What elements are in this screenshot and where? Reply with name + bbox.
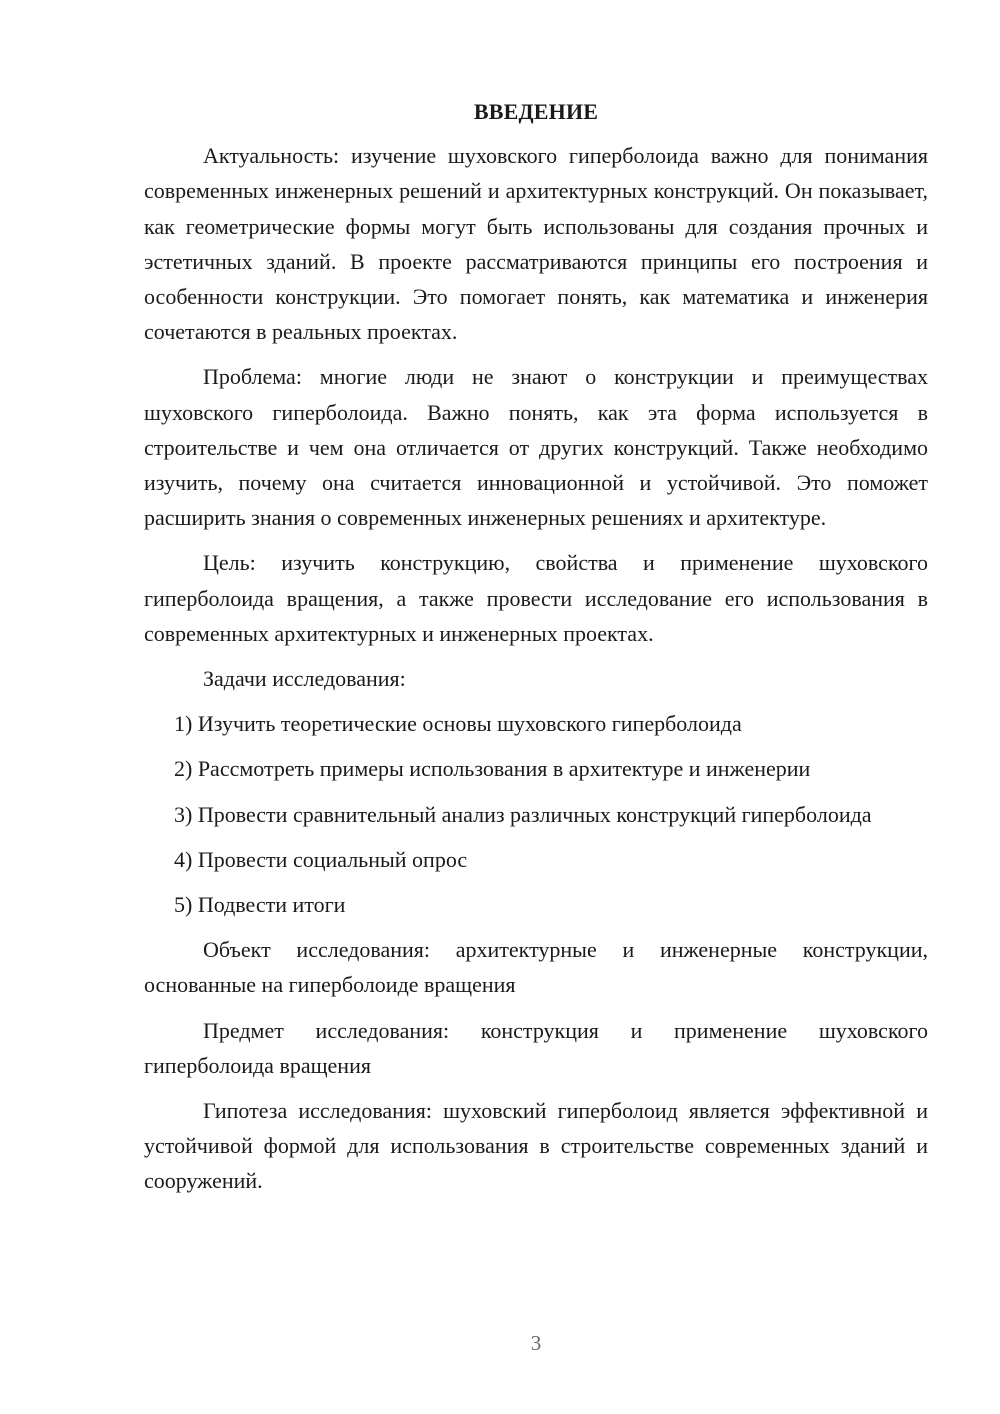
paragraph-tasks-heading: Задачи исследования:: [203, 666, 406, 692]
page-content: [144, 94, 928, 1209]
paragraph-subject: Предмет исследования: конструкция и применение шуховского гиперболоида вращения: [144, 1017, 928, 1078]
paragraph-object: Объект исследования: архитектурные и инженерные конструкции, основанные на гиперболоиде вращения: [144, 937, 928, 998]
page-number: 3: [530, 1331, 542, 1355]
task-item-5: 5) Подвести итоги: [174, 892, 346, 918]
paragraph-problem: Проблема: многие люди не знают о конструкции и преимуществах шуховского гиперболоида. Важно понять, как эта форма используется в строительстве и чем она отличается от других конструкций. Также необходимо изучить, почему она считается инновационной и устойчивой. Это поможет расширить знания о современных инженерных решениях и архитектуре.: [144, 364, 928, 531]
paragraph-relevance: Актуальность: изучение шуховского гиперболоида важно для понимания современных инженерных решений и архитектурных конструкций. Он показывает, как геометрические формы могут быть использованы для создания прочных и эстетичных зданий. В проекте рассматриваются принципы его построения и особенности конструкции. Это помогает понять, как математика и инженерия сочетаются в реальных проектах.: [144, 143, 928, 345]
task-item-1: 1) Изучить теоретические основы шуховского гиперболоида: [174, 711, 742, 737]
task-item-2: 2) Рассмотреть примеры использования в архитектуре и инженерии: [174, 756, 811, 782]
task-item-4: 4) Провести социальный опрос: [174, 846, 468, 872]
paragraph-hypothesis: Гипотеза исследования: шуховский гиперболоид является эффективной и устойчивой формой для использования в строительстве современных зданий и сооружений.: [144, 1098, 928, 1194]
task-item-3: 3) Провести сравнительный анализ различных конструкций гиперболоида: [174, 801, 872, 827]
section-title: ВВЕДЕНИЕ: [473, 99, 599, 124]
paragraph-goal: Цель: изучить конструкцию, свойства и применение шуховского гиперболоида вращения, а также провести исследование его использования в современных архитектурных и инженерных проектах.: [144, 550, 928, 646]
